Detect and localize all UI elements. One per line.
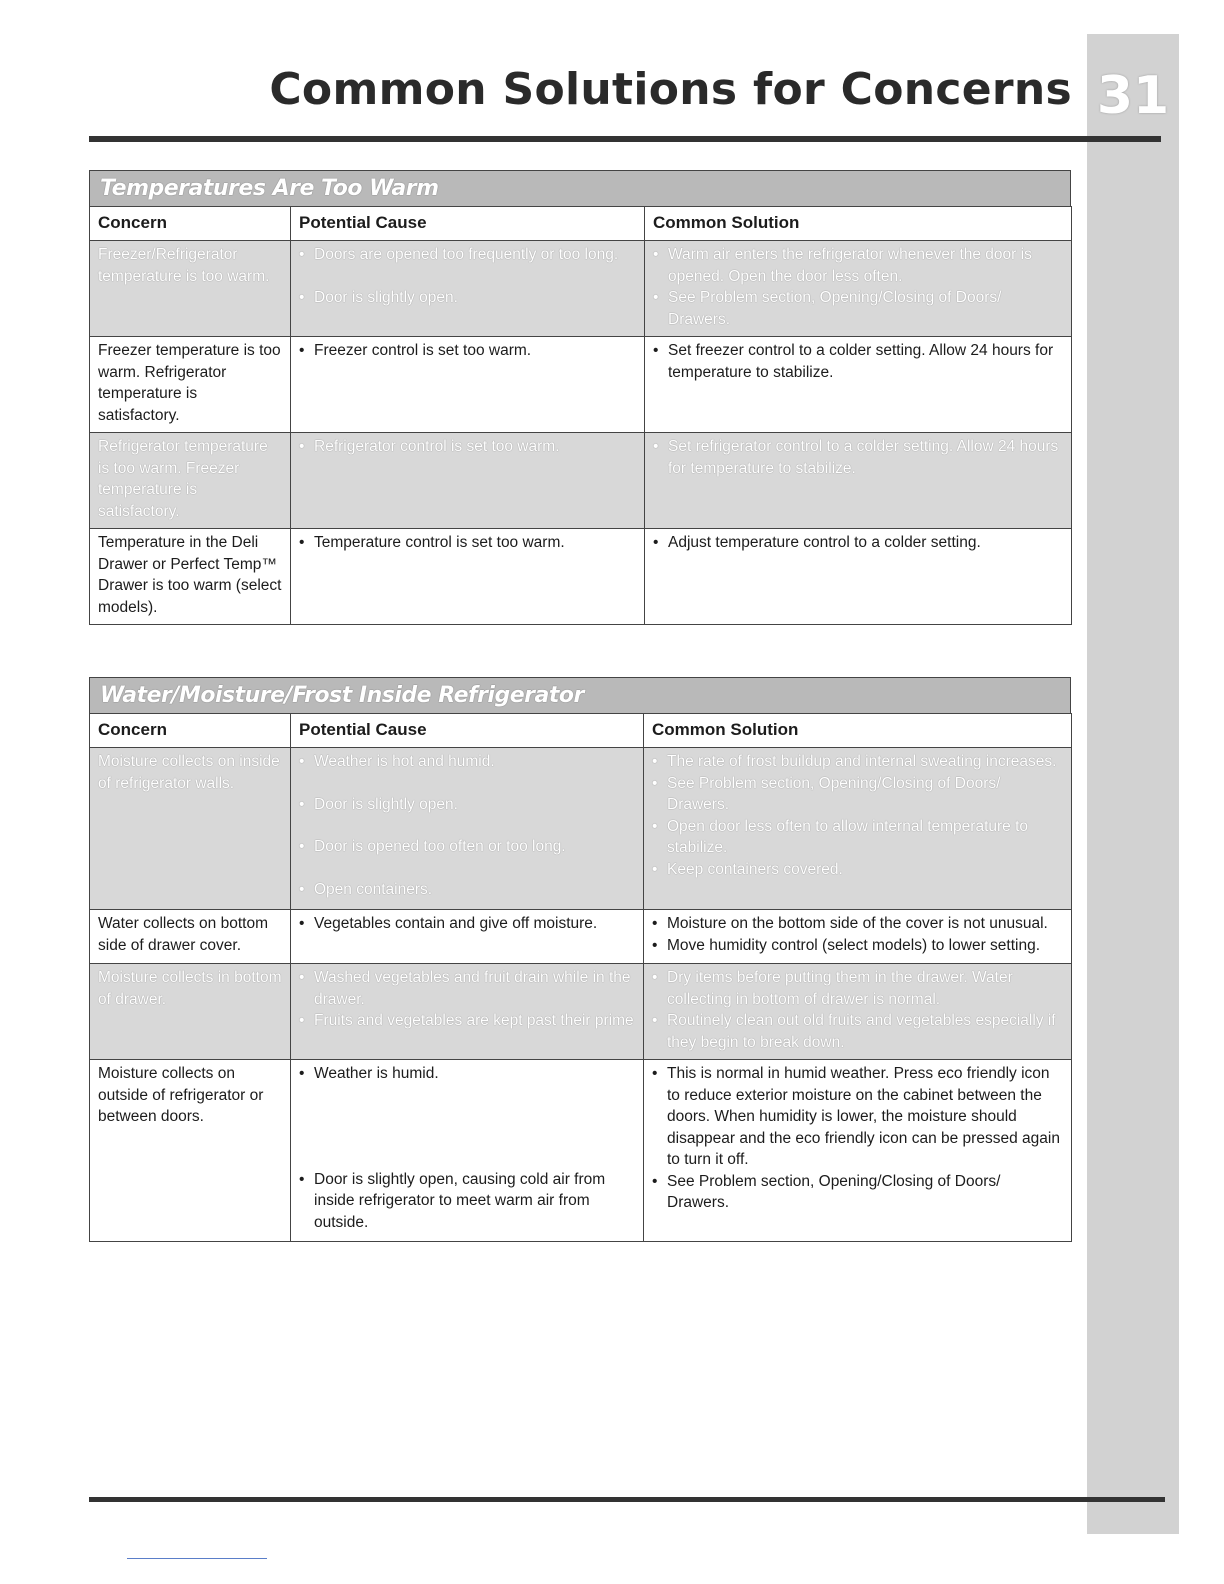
solution-cell [645, 529, 1072, 625]
concern-cell: Freezer/Refrigerator temperature is too warm. [90, 241, 291, 337]
solution-item: • Set freezer control to a colder setting. Allow 24 hours for temperature to stabilize. [653, 340, 1063, 383]
section-title: Water/Moisture/Frost Inside Refrigerator [89, 677, 1071, 713]
cause-item: • Weather is humid. [299, 1063, 635, 1085]
solution-cell [644, 1060, 1072, 1242]
solution-item: • Routinely clean out old fruits and vegetables especially if they begin to break down. [652, 1010, 1063, 1053]
concern-cell: Moisture collects in bottom of drawer. [90, 964, 291, 1060]
solution-item: • Warm air enters the refrigerator whenever the door is opened. Open the door less often. [653, 244, 1063, 287]
troubleshooting-table [89, 713, 1072, 1242]
solution-item: • See Problem section, Opening/Closing of Doors/ Drawers. [652, 1171, 1063, 1214]
solution-item: • Dry items before putting them in the drawer. Water collecting in bottom of drawer is normal. [652, 967, 1063, 1010]
header-rule [89, 136, 1161, 142]
cause-cell [291, 529, 645, 625]
cause-cell [291, 748, 644, 910]
column-header-cause: Potential Cause [291, 714, 644, 748]
column-header-concern: Concern [90, 207, 291, 241]
table-row [90, 337, 1072, 433]
concern-cell: Temperature in the Deli Drawer or Perfect Temp™ Drawer is too warm (select models). [90, 529, 291, 625]
cause-item: • Refrigerator control is set too warm. [299, 436, 636, 458]
solution-item: • See Problem section, Opening/Closing of Doors/ Drawers. [652, 773, 1063, 816]
table-row [90, 1060, 1072, 1242]
cause-item: • Vegetables contain and give off moisture. [299, 913, 635, 935]
cause-item: • Door is slightly open, causing cold air from inside refrigerator to meet warm air from outside. [299, 1169, 635, 1234]
troubleshooting-table [89, 206, 1072, 625]
cause-item: • Open containers. [299, 879, 635, 901]
solution-item: • The rate of frost buildup and internal sweating increases. [652, 751, 1063, 773]
concern-cell: Moisture collects on inside of refrigerator walls. [90, 748, 291, 910]
column-header-solution: Common Solution [644, 714, 1072, 748]
solution-item: • See Problem section, Opening/Closing of Doors/ Drawers. [653, 287, 1063, 330]
solution-item: • This is normal in humid weather. Press eco friendly icon to reduce exterior moisture on the cabinet between the doors. When humidity is lower, the moisture should disappear and the eco friendly icon can be pressed again to turn it off. [652, 1063, 1063, 1171]
solution-item: • Open door less often to allow internal temperature to stabilize. [652, 816, 1063, 859]
cause-cell [291, 433, 645, 529]
cause-item: • Temperature control is set too warm. [299, 532, 636, 554]
cause-cell [291, 337, 645, 433]
solution-cell [645, 241, 1072, 337]
cause-item: • Door is slightly open. [299, 794, 635, 816]
table-row [90, 748, 1072, 910]
cause-item: • Doors are opened too frequently or too long. [299, 244, 636, 266]
solution-item: • Moisture on the bottom side of the cover is not unusual. [652, 913, 1063, 935]
section-temperatures-too-warm [89, 170, 1071, 625]
section-title: Temperatures Are Too Warm [89, 170, 1071, 206]
footer-rule [89, 1497, 1165, 1502]
page-number: 31 [1096, 66, 1170, 126]
solution-cell [645, 433, 1072, 529]
cause-cell [291, 1060, 644, 1242]
cause-item: • Fruits and vegetables are kept past their prime [299, 1010, 635, 1032]
table-header-row [90, 207, 1072, 241]
page-title: Common Solutions for Concerns [269, 64, 1072, 115]
table-row [90, 964, 1072, 1060]
table-row [90, 910, 1072, 964]
section-side-tab [1087, 34, 1179, 1534]
solution-cell [644, 748, 1072, 910]
solution-cell [645, 337, 1072, 433]
solution-item: • Move humidity control (select models) to lower setting. [652, 935, 1063, 957]
cause-cell [291, 241, 645, 337]
cause-item: • Weather is hot and humid. [299, 751, 635, 773]
concern-cell: Water collects on bottom side of drawer cover. [90, 910, 291, 964]
cause-item: • Freezer control is set too warm. [299, 340, 636, 362]
footer-link-underline [127, 1558, 267, 1559]
column-header-solution: Common Solution [645, 207, 1072, 241]
cause-item: • Door is slightly open. [299, 287, 636, 309]
concern-cell: Refrigerator temperature is too warm. Freezer temperature is satisfactory. [90, 433, 291, 529]
solution-cell [644, 964, 1072, 1060]
concern-cell: Moisture collects on outside of refrigerator or between doors. [90, 1060, 291, 1242]
table-header-row [90, 714, 1072, 748]
solution-cell [644, 910, 1072, 964]
table-row [90, 529, 1072, 625]
cause-cell [291, 910, 644, 964]
concern-cell: Freezer temperature is too warm. Refrigerator temperature is satisfactory. [90, 337, 291, 433]
cause-item: • Door is opened too often or too long. [299, 836, 635, 858]
cause-item: • Washed vegetables and fruit drain while in the drawer. [299, 967, 635, 1010]
table-row [90, 241, 1072, 337]
column-header-concern: Concern [90, 714, 291, 748]
cause-cell [291, 964, 644, 1060]
solution-item: • Keep containers covered. [652, 859, 1063, 881]
solution-item: • Adjust temperature control to a colder setting. [653, 532, 1063, 554]
column-header-cause: Potential Cause [291, 207, 645, 241]
table-row [90, 433, 1072, 529]
solution-item: • Set refrigerator control to a colder setting. Allow 24 hours for temperature to stabilize. [653, 436, 1063, 479]
section-water-moisture-frost [89, 677, 1071, 1242]
